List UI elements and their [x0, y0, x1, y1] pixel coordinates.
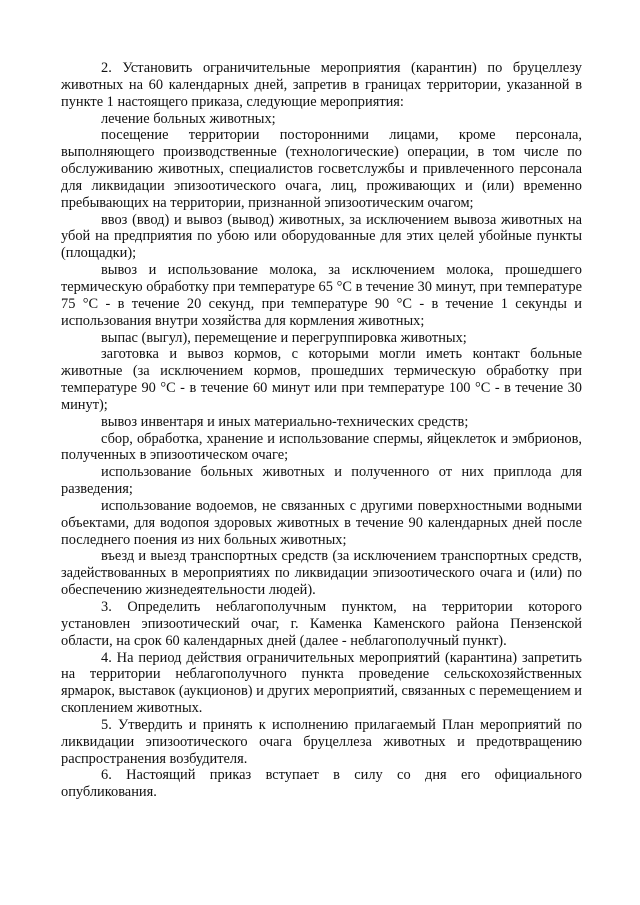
paragraph-feed: заготовка и вывоз кормов, с которыми могли иметь контакт больные животные (за исключением кормов, прошедших термическую обработку при температуре 90 °С - в течение 60 минут или при температуре 100 °С - в течение 30 минут); — [61, 346, 582, 413]
paragraph-item-5: 5. Утвердить и принять к исполнению прилагаемый План мероприятий по ликвидации эпизоотического очага бруцеллеза животных и предотвращению распространения возбудителя. — [61, 716, 582, 767]
paragraph-vehicles: въезд и выезд транспортных средств (за исключением транспортных средств, задействованных в мероприятиях по ликвидации эпизоотического очага и (или) по обеспечению жизнедеятельности людей). — [61, 548, 582, 599]
paragraph-item-3: 3. Определить неблагополучным пунктом, на территории которого установлен эпизоотический очаг, г. Каменка Каменского района Пензенской области, на срок 60 календарных дней (далее - неблагополучный пункт). — [61, 599, 582, 649]
paragraph-water-bodies: использование водоемов, не связанных с другими поверхностными водными объектами, для водопоя здоровых животных в течение 90 календарных дней после последнего поения из них больных животных; — [61, 497, 582, 548]
paragraph-item-2: 2. Установить ограничительные мероприятия (карантин) по бруцеллезу животных на 60 календарных дней, запретив в границах территории, указанной в пункте 1 настоящего приказа, следующие мероприятия: — [61, 60, 582, 110]
paragraph-milk: вывоз и использование молока, за исключением молока, прошедшего термическую обработку при температуре 65 °С в течение 30 минут, при температуре 75 °С - в течение 20 секунд, при температуре 90 °С - в течение 1 секунды и использования внутри хозяйства для кормления животных; — [61, 262, 582, 329]
paragraph-visiting: посещение территории посторонними лицами, кроме персонала, выполняющего производственные (технологические) операции, в том числе по обслуживанию животных, специалистов госветслужбы и привлеченного персонала для ликвидации эпизоотического очага, лиц, проживающих и (или) временно пребывающих на территории, признанной эпизоотическим очагом; — [61, 127, 582, 211]
paragraph-inventory: вывоз инвентаря и иных материально-технических средств; — [101, 413, 469, 430]
paragraph-item-6: 6. Настоящий приказ вступает в силу со дня его официального опубликования. — [61, 767, 582, 801]
paragraph-animal-transport: ввоз (ввод) и вывоз (вывод) животных, за исключением вывоза животных на убой на предприятия по убою или оборудованные для этих целей убойные пункты (площадки); — [61, 211, 582, 262]
paragraph-item-4: 4. На период действия ограничительных мероприятий (карантина) запретить на территории неблагополучного пункта проведение сельскохозяйственных ярмарок, выставок (аукционов) и других мероприятий, связанных с перемещением и скоплением животных. — [61, 649, 582, 717]
paragraph-sperm: сбор, обработка, хранение и использование спермы, яйцеклеток и эмбрионов, полученных в эпизоотическом очаге; — [61, 430, 582, 464]
paragraph-grazing: выпас (выгул), перемещение и перегруппировка животных; — [101, 329, 467, 346]
paragraph-treatment: лечение больных животных; — [101, 110, 276, 127]
paragraph-breeding: использование больных животных и полученного от них приплода для разведения; — [61, 464, 582, 498]
